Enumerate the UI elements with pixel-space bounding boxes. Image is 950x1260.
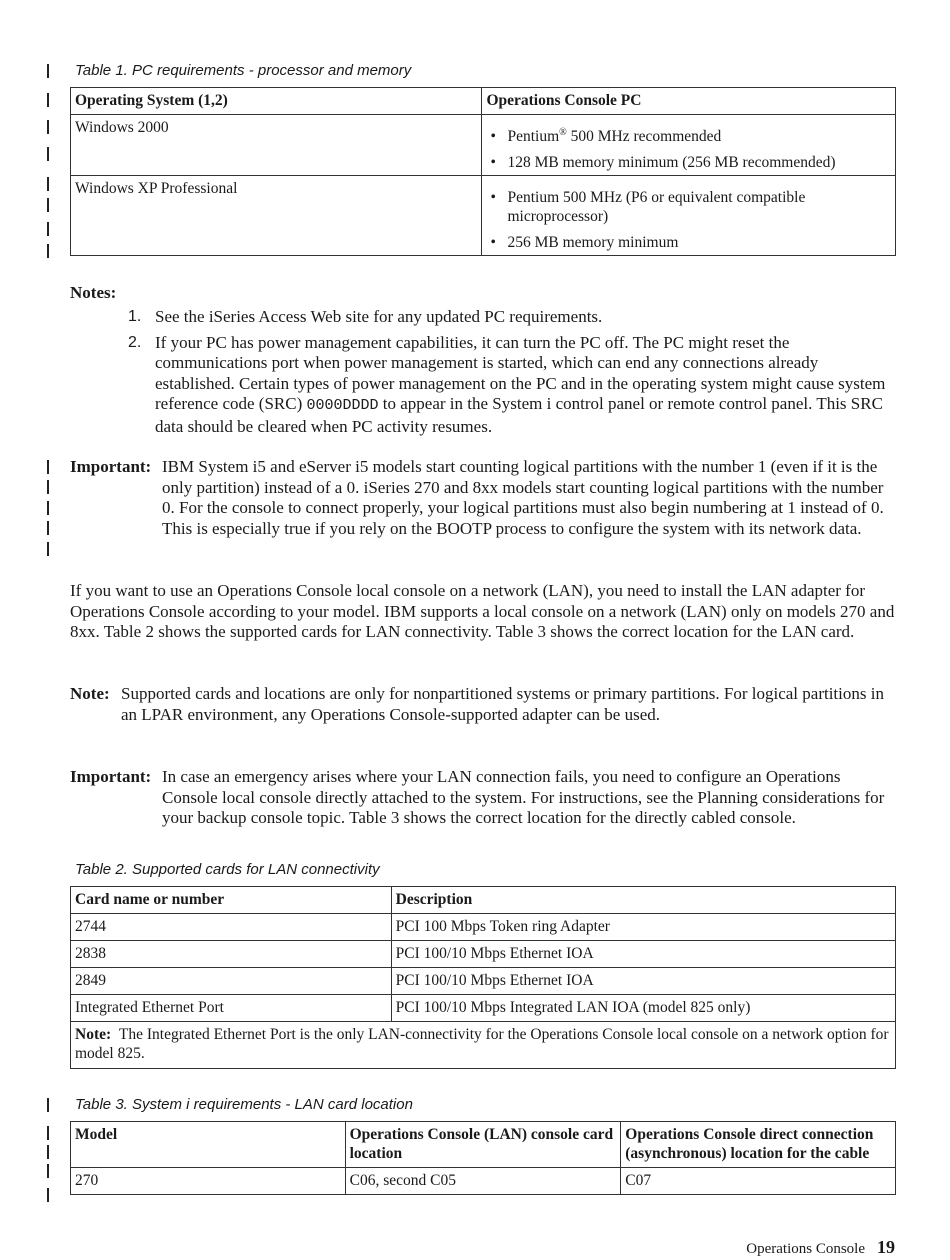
note-text: See the iSeries Access Web site for any updated PC requirements. [155, 307, 603, 326]
note-label: Note: [70, 684, 110, 703]
lan-location-cell: C06, second C05 [345, 1168, 621, 1195]
change-bar [47, 1164, 49, 1178]
os-cell: Windows XP Professional [71, 176, 482, 256]
table-1-header-pc: Operations Console PC [482, 88, 896, 115]
note-text: Supported cards and locations are only for nonpartitioned systems or primary partitions. For logical partitions in an LPAR environment, any Operations Console-supported adapter can be used. [121, 684, 884, 724]
description-cell: PCI 100/10 Mbps Ethernet IOA [391, 941, 895, 968]
card-cell: 2838 [71, 941, 392, 968]
table-3-header-lan-location: Operations Console (LAN) console card location [345, 1122, 621, 1168]
description-cell: PCI 100/10 Mbps Ethernet IOA [391, 968, 895, 995]
change-bar [47, 1098, 49, 1112]
model-cell: 270 [71, 1168, 346, 1195]
table-row [71, 941, 896, 968]
note-text: If your PC has power management capabilities, it can turn the PC off. The PC might reset the communications port when power management is started, which can end any connections already established. Certain types of power management on the PC and in the operating system might cause system reference code (SRC) [155, 332, 886, 414]
table-3-caption: Table 3. System i requirements - LAN card location [75, 1096, 413, 1113]
table-row [71, 995, 896, 1022]
important-text: IBM System i5 and eServer i5 models start counting logical partitions with the number 1 (even if it is the only partition) instead of a 0. iSeries 270 and 8xx models start counting logical partitions with the number 0. For the console to connect properly, your logical partitions must also begin numbering at 1 instead of 0. This is especially true if you rely on the BOOTP process to configure the system with its network data. [162, 457, 884, 538]
table-row [71, 115, 896, 176]
card-cell: Integrated Ethernet Port [71, 995, 392, 1022]
description-cell: PCI 100/10 Mbps Integrated LAN IOA (model 825 only) [391, 995, 895, 1022]
src-code: 0000DDDD [306, 397, 379, 415]
body-paragraph: If you want to use an Operations Console local console on a network (LAN), you need to install the LAN adapter for Operations Console according to your model. IBM supports a local console on a network (LAN) only on models 270 and 8xx. Table 2 shows the supported cards for LAN connectivity. Table 3 shows the correct location for the LAN card. [70, 581, 895, 642]
table-note-cell [71, 1022, 896, 1069]
list-number: 1. [128, 308, 142, 325]
footer-section-title: Operations Console [746, 1241, 865, 1257]
change-bar [47, 244, 49, 258]
table-note-text: The Integrated Ethernet Port is the only LAN-connectivity for the Operations Console local console on a network option for model 825. [75, 1026, 889, 1062]
important-block [70, 767, 890, 829]
notes-label: Notes: [70, 283, 117, 302]
table-3 [70, 1121, 896, 1195]
change-bar [47, 222, 49, 236]
list-number: 2. [128, 333, 142, 351]
change-bar [47, 198, 49, 212]
change-bar [47, 93, 49, 107]
list-item: • Pentium® 500 MHz recommended [486, 127, 891, 146]
registered-mark: ® [559, 126, 567, 138]
table-2-caption: Table 2. Supported cards for LAN connectivity [75, 861, 380, 878]
page-number: 19 [877, 1237, 895, 1257]
table-note-row [71, 1022, 896, 1069]
table-1-header-os: Operating System (1,2) [71, 88, 482, 115]
table-2-header-description: Description [391, 887, 895, 914]
change-bar [47, 1145, 49, 1159]
notes-list [120, 307, 890, 443]
table-3-header-direct-location: Operations Console direct connection (asynchronous) location for the cable [621, 1122, 896, 1168]
list-item [120, 333, 890, 438]
table-row [71, 1168, 896, 1195]
important-label: Important: [70, 457, 152, 476]
table-1 [70, 87, 896, 256]
important-label: Important: [70, 767, 152, 786]
list-item [120, 307, 890, 328]
direct-location-cell: C07 [621, 1168, 896, 1195]
requirements-cell [482, 115, 896, 176]
table-1-caption: Table 1. PC requirements - processor and memory [75, 62, 412, 79]
table-row [71, 914, 896, 941]
description-cell: PCI 100 Mbps Token ring Adapter [391, 914, 895, 941]
list-item: • Pentium 500 MHz (P6 or equivalent compatible microprocessor) [486, 188, 891, 226]
table-note-label: Note: [75, 1026, 112, 1043]
table-2-header-card: Card name or number [71, 887, 392, 914]
card-cell: 2744 [71, 914, 392, 941]
table-2 [70, 886, 896, 1069]
change-bar [47, 460, 49, 474]
list-item: • 128 MB memory minimum (256 MB recommended) [486, 153, 891, 172]
change-bar [47, 64, 49, 78]
change-bar [47, 1126, 49, 1140]
page-footer [746, 1237, 895, 1258]
change-bar [47, 521, 49, 535]
requirements-cell [482, 176, 896, 256]
change-bar [47, 542, 49, 556]
table-row [71, 176, 896, 256]
important-text: In case an emergency arises where your LAN connection fails, you need to configure an Operations Console local console directly attached to the system. For instructions, see the Planning considerations for your backup console topic. Table 3 shows the correct location for the directly cabled console. [162, 767, 885, 828]
change-bar [47, 501, 49, 515]
change-bar [47, 1188, 49, 1202]
table-row [71, 968, 896, 995]
note-text: to appear in the System i control panel or remote control panel. This SRC data should be cleared when PC activity resumes. [155, 394, 883, 436]
change-bar [47, 480, 49, 494]
change-bar [47, 177, 49, 191]
note-block [70, 684, 890, 725]
change-bar [47, 147, 49, 161]
card-cell: 2849 [71, 968, 392, 995]
important-block [70, 457, 890, 539]
list-item: • 256 MB memory minimum [486, 233, 891, 252]
table-3-header-model: Model [71, 1122, 346, 1168]
os-cell: Windows 2000 [71, 115, 482, 176]
change-bar [47, 120, 49, 134]
